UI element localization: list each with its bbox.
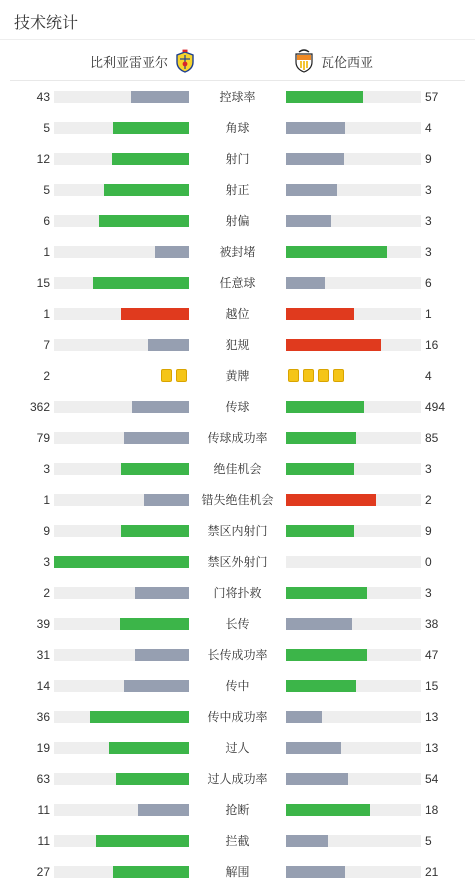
away-stat-bar <box>286 773 348 785</box>
home-stat-bar <box>96 835 189 847</box>
home-stat-bar <box>121 525 189 537</box>
away-stat-bar <box>286 618 352 630</box>
away-stat-bar-track <box>286 122 421 134</box>
away-stat-bar <box>286 742 341 754</box>
home-stat-value: 43 <box>36 90 50 104</box>
stat-label: 越位 <box>225 307 250 321</box>
home-stat-bar-track <box>54 742 189 754</box>
home-stat-value: 39 <box>36 617 50 631</box>
home-stat-bar-track <box>54 91 189 103</box>
away-stat-bar-track <box>286 432 421 444</box>
home-stat-value: 5 <box>43 183 50 197</box>
stat-label: 过人成功率 <box>207 772 268 786</box>
stat-row <box>0 825 475 856</box>
home-stat-value: 5 <box>43 121 50 135</box>
stat-row <box>0 422 475 453</box>
home-stat-value: 19 <box>36 741 50 755</box>
away-stat-bar <box>286 804 370 816</box>
stat-label: 绝佳机会 <box>213 462 262 476</box>
stat-label: 射偏 <box>225 214 250 228</box>
stat-label: 控球率 <box>219 90 256 104</box>
away-stat-value: 5 <box>425 834 432 848</box>
home-stat-value: 31 <box>36 648 50 662</box>
away-stat-value: 57 <box>425 90 439 104</box>
home-stat-bar-track <box>54 773 189 785</box>
away-team[interactable] <box>293 49 373 73</box>
home-stat-value: 7 <box>43 338 50 352</box>
stat-row <box>0 484 475 515</box>
stat-label: 角球 <box>225 121 250 135</box>
away-stat-value: 21 <box>425 865 439 879</box>
home-stat-bar-track <box>54 308 189 320</box>
away-stat-bar <box>286 463 354 475</box>
stat-row <box>0 670 475 701</box>
home-stat-bar-track <box>54 835 189 847</box>
away-stat-bar <box>286 401 364 413</box>
home-stat-bar <box>135 587 189 599</box>
home-stat-value: 11 <box>37 834 50 848</box>
away-stat-bar-track <box>286 246 421 258</box>
home-stat-bar <box>155 246 189 258</box>
stat-label: 射门 <box>225 152 250 166</box>
away-stat-bar <box>286 649 367 661</box>
away-stat-bar-track <box>286 215 421 227</box>
stat-label: 传球 <box>225 400 250 414</box>
home-stat-bar-track <box>54 277 189 289</box>
stat-row <box>0 856 475 887</box>
home-stat-value: 12 <box>36 152 50 166</box>
home-stat-bar-track <box>54 711 189 723</box>
home-stat-bar-track <box>54 649 189 661</box>
away-yellow-cards <box>286 369 346 383</box>
title-bar <box>0 0 475 40</box>
away-stat-bar-track <box>286 773 421 785</box>
home-stat-bar <box>121 308 189 320</box>
home-stat-bar <box>109 742 189 754</box>
home-stat-bar <box>132 401 189 413</box>
away-stat-value: 0 <box>425 555 432 569</box>
home-stat-value: 362 <box>29 400 50 414</box>
away-stat-value: 85 <box>425 431 439 445</box>
home-stat-bar-track <box>54 618 189 630</box>
home-stat-bar-track <box>54 401 189 413</box>
home-stat-bar <box>113 122 189 134</box>
away-stat-value: 13 <box>425 710 439 724</box>
home-stat-bar-track <box>54 184 189 196</box>
stat-label: 传中成功率 <box>207 710 268 724</box>
home-stat-value: 27 <box>36 865 50 879</box>
away-stat-bar <box>286 587 367 599</box>
home-stat-bar-track <box>54 525 189 537</box>
away-stat-bar-track <box>286 91 421 103</box>
stat-label: 错失绝佳机会 <box>201 493 274 507</box>
home-stat-bar <box>99 215 189 227</box>
home-stat-bar-track <box>54 432 189 444</box>
away-stat-value: 16 <box>425 338 439 352</box>
home-stat-bar <box>104 184 189 196</box>
stat-label: 拦截 <box>225 834 250 848</box>
home-stat-bar-track <box>54 153 189 165</box>
home-stat-bar <box>131 91 189 103</box>
home-stat-value: 3 <box>43 462 50 476</box>
away-stat-bar <box>286 494 376 506</box>
away-stat-value: 3 <box>425 462 432 476</box>
away-stat-value: 3 <box>425 245 432 259</box>
stat-row <box>0 515 475 546</box>
away-stat-bar <box>286 277 325 289</box>
home-stat-value: 15 <box>36 276 50 290</box>
home-stat-bar <box>135 649 189 661</box>
stat-label: 解围 <box>225 865 250 879</box>
away-stat-bar-track <box>286 680 421 692</box>
home-stat-value: 2 <box>43 586 50 600</box>
away-stat-bar-track <box>286 742 421 754</box>
stat-row <box>0 732 475 763</box>
stat-row <box>0 391 475 422</box>
away-stat-bar-track <box>286 649 421 661</box>
away-stat-bar <box>286 711 322 723</box>
home-stat-value: 63 <box>36 772 50 786</box>
home-stat-value: 1 <box>43 245 50 259</box>
home-stat-bar <box>148 339 189 351</box>
stat-label: 过人 <box>225 741 250 755</box>
home-stat-bar-track <box>54 804 189 816</box>
home-stat-bar-track <box>54 122 189 134</box>
home-stat-value: 9 <box>43 524 50 538</box>
teams-header <box>10 41 465 81</box>
home-stat-value: 2 <box>43 369 50 383</box>
stat-label: 门将扑救 <box>213 586 262 600</box>
yellow-card-icon <box>333 369 344 382</box>
away-stat-bar <box>286 680 356 692</box>
away-stat-bar <box>286 91 363 103</box>
away-stat-bar <box>286 246 387 258</box>
home-stat-value: 36 <box>36 710 50 724</box>
away-stat-bar-track <box>286 308 421 320</box>
away-stat-bar <box>286 215 331 227</box>
home-stat-value: 1 <box>43 493 50 507</box>
stat-row <box>0 329 475 360</box>
away-stat-bar <box>286 432 356 444</box>
stat-label: 禁区外射门 <box>207 555 268 569</box>
home-stat-bar-track <box>54 494 189 506</box>
away-stat-bar <box>286 122 345 134</box>
away-stat-value: 13 <box>425 741 439 755</box>
away-stat-value: 4 <box>425 121 432 135</box>
stat-row <box>0 639 475 670</box>
home-stat-bar <box>138 804 189 816</box>
away-stat-value: 2 <box>425 493 432 507</box>
home-stat-bar <box>90 711 189 723</box>
home-stat-bar <box>93 277 189 289</box>
away-stat-bar <box>286 184 337 196</box>
away-stat-bar-track <box>286 494 421 506</box>
home-stat-bar <box>144 494 189 506</box>
home-stat-bar <box>113 866 189 878</box>
away-stat-bar-track <box>286 339 421 351</box>
home-yellow-cards <box>159 369 189 383</box>
away-stat-bar <box>286 308 354 320</box>
away-stat-value: 3 <box>425 586 432 600</box>
page-title: 技术统计 <box>14 15 79 32</box>
away-stat-bar-track <box>286 184 421 196</box>
away-team-name: 瓦伦西亚 <box>321 54 374 70</box>
stat-row <box>0 546 475 577</box>
home-stat-bar <box>120 618 189 630</box>
away-stat-bar <box>286 153 344 165</box>
away-stat-value: 9 <box>425 524 432 538</box>
away-stat-bar-track <box>286 618 421 630</box>
stat-label: 长传 <box>225 617 250 631</box>
away-stat-bar-track <box>286 804 421 816</box>
stat-label: 犯规 <box>225 338 250 352</box>
valencia-crest-icon <box>293 49 315 73</box>
away-stat-bar-track <box>286 277 421 289</box>
home-stat-bar-track <box>54 866 189 878</box>
home-stat-bar-track <box>54 556 189 568</box>
home-stat-bar <box>116 773 189 785</box>
home-stat-value: 1 <box>43 307 50 321</box>
away-stat-value: 6 <box>425 276 432 290</box>
home-stat-bar-track <box>54 246 189 258</box>
away-stat-value: 4 <box>425 369 432 383</box>
away-stat-value: 15 <box>425 679 439 693</box>
home-stat-bar-track <box>54 680 189 692</box>
stat-row <box>0 267 475 298</box>
stat-row <box>0 453 475 484</box>
away-stat-bar-track <box>286 866 421 878</box>
stat-row <box>0 236 475 267</box>
stat-row <box>0 298 475 329</box>
away-stat-value: 3 <box>425 214 432 228</box>
away-stat-value: 494 <box>425 400 446 414</box>
stat-row <box>0 577 475 608</box>
stat-row <box>0 608 475 639</box>
stat-label: 射正 <box>225 183 250 197</box>
away-stat-bar-track <box>286 153 421 165</box>
stat-label: 任意球 <box>219 276 256 290</box>
away-stat-bar-track <box>286 556 421 568</box>
away-stat-value: 47 <box>425 648 439 662</box>
home-stat-value: 79 <box>36 431 50 445</box>
away-stat-value: 18 <box>425 803 439 817</box>
stat-label: 被封堵 <box>219 245 256 259</box>
away-stat-bar <box>286 525 354 537</box>
yellow-card-icon <box>288 369 299 382</box>
home-stat-value: 14 <box>36 679 50 693</box>
away-stat-bar <box>286 866 345 878</box>
stat-row <box>0 112 475 143</box>
away-stat-bar-track <box>286 711 421 723</box>
away-stat-value: 9 <box>425 152 432 166</box>
home-team-name: 比利亚雷亚尔 <box>90 54 169 70</box>
stat-label: 传球成功率 <box>207 431 268 445</box>
away-stat-value: 3 <box>425 183 432 197</box>
yellow-card-icon <box>303 369 314 382</box>
home-stat-value: 3 <box>43 555 50 569</box>
away-stat-bar <box>286 339 381 351</box>
home-stat-bar-track <box>54 339 189 351</box>
yellow-card-icon <box>161 369 172 382</box>
home-stat-bar <box>112 153 189 165</box>
stat-label: 抢断 <box>225 803 250 817</box>
away-stat-bar-track <box>286 525 421 537</box>
home-stat-bar <box>54 556 189 568</box>
stat-row <box>0 701 475 732</box>
away-stat-bar-track <box>286 463 421 475</box>
home-stat-bar <box>124 432 189 444</box>
stat-label: 长传成功率 <box>207 648 268 662</box>
stat-row <box>0 174 475 205</box>
stat-row <box>0 81 475 112</box>
away-stat-bar-track <box>286 835 421 847</box>
stat-label: 传中 <box>225 679 250 693</box>
home-stat-value: 11 <box>37 803 50 817</box>
stat-label: 黄牌 <box>225 369 250 383</box>
away-stat-bar <box>286 835 328 847</box>
home-stat-value: 6 <box>43 214 50 228</box>
away-stat-bar-track <box>286 401 421 413</box>
home-team[interactable] <box>90 49 196 73</box>
away-stat-value: 38 <box>425 617 439 631</box>
stat-row <box>0 205 475 236</box>
villarreal-crest-icon <box>174 49 196 73</box>
home-stat-bar-track <box>54 587 189 599</box>
away-stat-bar-track <box>286 587 421 599</box>
stat-row <box>0 763 475 794</box>
stat-label: 禁区内射门 <box>207 524 268 538</box>
stat-row <box>0 794 475 825</box>
away-stat-value: 54 <box>425 772 439 786</box>
home-stat-bar-track <box>54 215 189 227</box>
yellow-card-icon <box>176 369 187 382</box>
home-stat-bar <box>121 463 189 475</box>
stat-row <box>0 143 475 174</box>
yellow-card-icon <box>318 369 329 382</box>
stat-row <box>0 360 475 391</box>
home-stat-bar <box>124 680 189 692</box>
home-stat-bar-track <box>54 463 189 475</box>
away-stat-value: 1 <box>425 307 432 321</box>
